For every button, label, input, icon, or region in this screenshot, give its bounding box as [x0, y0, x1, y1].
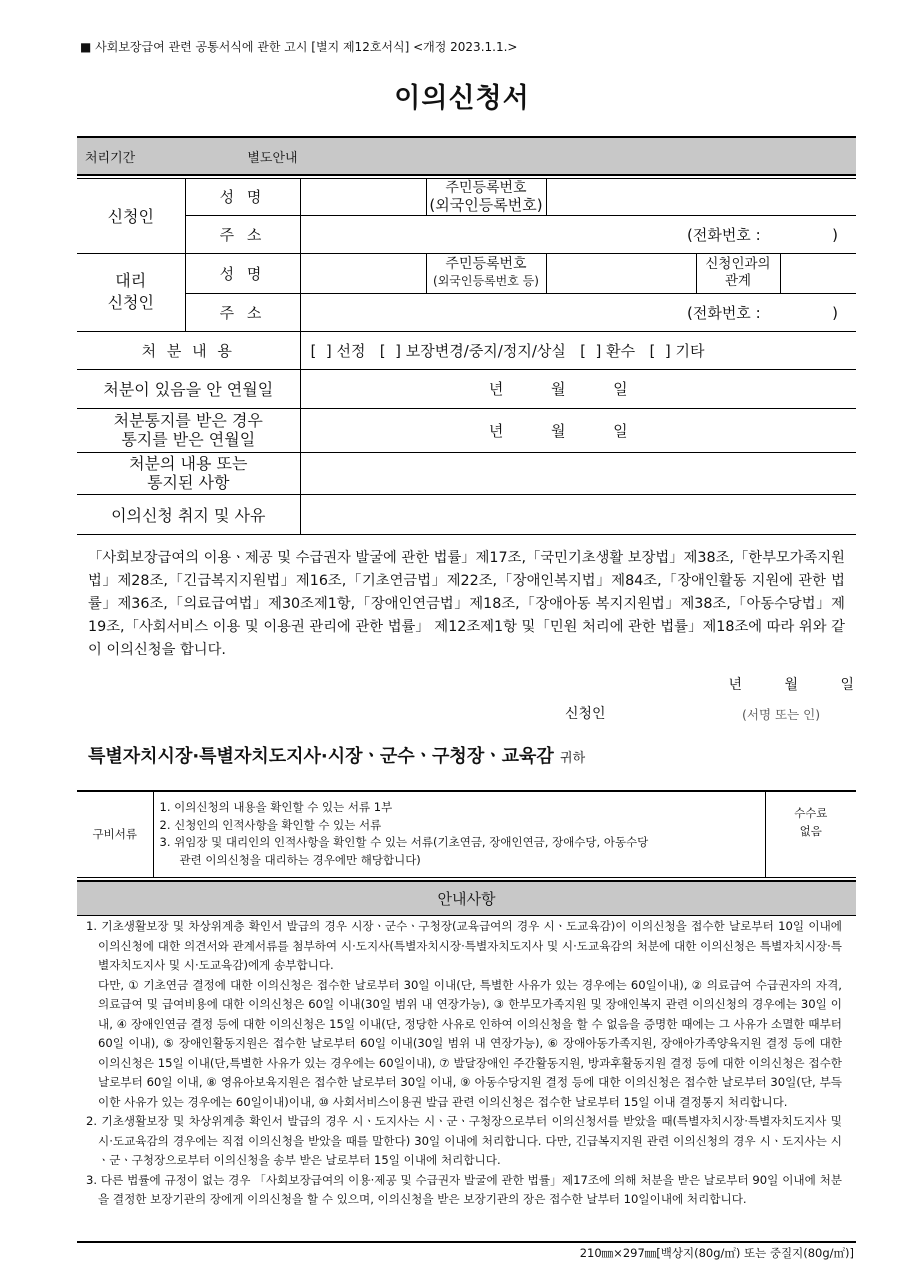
proxy-name-label: 성 명: [185, 253, 300, 293]
applicant-section-label: 신청인: [77, 178, 185, 253]
guide-bottom-rule: [77, 1241, 856, 1243]
known-date-field[interactable]: 년 월 일: [300, 369, 856, 408]
guide-paragraph-1b: 다만, ① 기초연금 결정에 대한 이의신청은 접수한 날로부터 30일 이내(단, 특별한 사유가 있는 경우에는 60일이내), ② 의료급여 수급권자의 자격, 의료급여 및 급여비용에 대한 이의신청은 60일 이내(30일 범위 내 연장가능), ③ 한부모가족지원 및 장애인복지 관련 이의신청의 경우에는 30일 이내, ④ 장애인연금 결정 등에 대한 이의신청은 15일 이내(단, 정당한 사유로 인하여 이의신청을 할 수 없음을 증명한 때에는 그 사유가 소멸한 때부터 60일 이내), ⑤ 장애인활동지원은 접수한 날로부터 60일 이내(30일 범위 내 연장가능), ⑥ 장애아동가족지원, 장애아가족양육지원 결정 등에 대한 이의신청은 15일 이내(단,특별한 사유가 있는 경우에는 60일이내), ⑦ 발달장애인 주간활동지원, 방과후활동지원 결정 등에 대한 이의신청은 접수한 날로부터 60일 이내, ⑧ 영유아보육지원은 접수한 날로부터 30일 이내, ⑨ 아동수당지원 결정 등에 대한 이의신청은 접수한 날로부터 30일(단, 부득이한 사유가 있는 경우에는 60일이내)이내, ⑩ 사회서비스이용권 발급 관련 이의신청은 접수한 날로부터 15일 이내 결정통지 처리합니다.: [98, 977, 842, 1109]
proxy-rrn-label-text: 주민등록번호: [445, 256, 527, 272]
notice-date-row: [77, 408, 856, 452]
addressee-name: 특별자치시장·특별자치도지사·시장ㆍ군수ㆍ구청장ㆍ교육감: [88, 746, 554, 767]
notice-date-label-line1: 처분통지를 받은 경우: [113, 411, 263, 430]
processing-period-value: 별도안내: [247, 150, 298, 166]
proxy-rrn-label: [426, 253, 546, 293]
content-label-line1: 처분의 내용 또는: [129, 454, 248, 473]
known-date-row: [77, 369, 856, 408]
applicant-name-field[interactable]: [300, 178, 426, 215]
submission-date-line: 년 월 일: [728, 677, 854, 693]
documents-list: [153, 791, 765, 877]
addressee: [88, 742, 585, 768]
proxy-name-field[interactable]: [300, 253, 426, 293]
proxy-relation-line2: 관계: [724, 273, 752, 289]
required-documents-table: [77, 790, 856, 878]
reason-field[interactable]: [300, 494, 856, 534]
proxy-rrn-sublabel: (외국인등록번호 등): [433, 274, 539, 288]
applicant-phone-label: (전화번호 : ): [686, 225, 838, 244]
processing-period-label: 처리기간: [85, 150, 136, 166]
proxy-address-label: 주 소: [185, 293, 300, 331]
content-row: [77, 452, 856, 494]
content-field[interactable]: [300, 452, 856, 494]
document-item: 2. 신청인의 인적사항을 확인할 수 있는 서류: [159, 817, 382, 832]
reason-row: [77, 494, 856, 534]
documents-label: 구비서류: [92, 827, 137, 842]
document-item: 1. 이의신청의 내용을 확인할 수 있는 서류 1부: [159, 800, 393, 815]
proxy-section-label: [77, 253, 185, 331]
fee-label: 수수료: [794, 806, 828, 820]
processing-period-row: [77, 137, 856, 175]
applicant-rrn-label-text: 주민등록번호: [445, 179, 527, 196]
document-item-continuation: 관련 이의신청을 대리하는 경우에만 해당합니다): [179, 852, 421, 867]
disposition-options[interactable]: [ ] 선정 [ ] 보장변경/중지/정지/상실 [ ] 환수 [ ] 기타: [300, 331, 856, 369]
addressee-suffix: 귀하: [560, 751, 586, 766]
paper-spec: 210㎜×297㎜[백상지(80g/㎡) 또는 중질지(80g/㎡)]: [579, 1246, 854, 1260]
applicant-address-row: [77, 215, 856, 253]
applicant-sign-label: 신청인: [565, 706, 606, 722]
disposition-row: [77, 331, 856, 369]
guide-title: 안내사항: [77, 880, 856, 916]
proxy-label-line2: 신청인: [107, 293, 154, 312]
fee-value: 없음: [799, 824, 822, 838]
notice-date-label-line2: 통지를 받은 연월일: [121, 430, 256, 449]
applicant-address-field[interactable]: [300, 215, 856, 253]
guide-paragraph-1: 1. 기초생활보장 및 차상위계층 확인서 발급의 경우 시장ㆍ군수ㆍ구청장(교육급여의 경우 시ㆍ도교육감)이 이의신청을 접수한 날로부터 10일 이내에 이의신청에 대한 의견서와 관계서류를 첨부하여 시·도지사(특별자치시장·특별자치도지사 및 시·도교육감의 처분에 대한 이의신청은 특별자치시장·특별자치도지사 및 시·도교육감)에게 송부합니다.: [86, 919, 842, 972]
document-item: 3. 위임장 및 대리인의 인적사항을 확인할 수 있는 서류(기초연금, 장애인연금, 장애수당, 아동수당: [159, 835, 649, 850]
proxy-rrn-field[interactable]: [546, 253, 696, 293]
notice-date-label: [77, 408, 300, 452]
applicant-name-label: 성 명: [185, 178, 300, 215]
reason-label: 이의신청 취지 및 사유: [77, 494, 300, 534]
proxy-relation-line1: 신청인과의: [705, 256, 771, 272]
proxy-relation-label: [696, 253, 780, 293]
signature-hint[interactable]: (서명 또는 인): [742, 707, 821, 722]
page-title: 이의신청서: [394, 83, 530, 114]
fee-cell: [765, 791, 856, 877]
content-label: [77, 452, 300, 494]
notice-date-field[interactable]: 년 월 일: [300, 408, 856, 452]
proxy-address-row: [77, 293, 856, 331]
applicant-name-row: [77, 178, 856, 215]
guide-text: [86, 917, 842, 1210]
proxy-relation-field[interactable]: [780, 253, 856, 293]
proxy-name-row: [77, 253, 856, 293]
application-form-table: [77, 136, 856, 535]
applicant-rrn-field[interactable]: [546, 178, 856, 215]
proxy-label-line1: 대리: [115, 271, 147, 290]
statute-text: 「사회보장급여의 이용ㆍ제공 및 수급권자 발굴에 관한 법률」제17조,「국민기초생활 보장법」제38조,「한부모가족지원법」제28조,「긴급복지지원법」제16조,「기초연금법」제22조,「장애인복지법」제84조,「장애인활동 지원에 관한 법률」제36조,「의료급여법」제30조제1항,「장애인연금법」제18조,「장애아동 복지지원법」제38조,「아동수당법」제19조,「사회서비스 이용 및 이용권 관리에 관한 법률」 제12조제1항 및「민원 처리에 관한 법률」제18조에 따라 위와 같이 이의신청을 합니다.: [88, 550, 845, 658]
proxy-address-field[interactable]: [300, 293, 856, 331]
disposition-label: 처 분 내 용: [77, 331, 300, 369]
applicant-rrn-label: [426, 178, 546, 215]
applicant-address-label: 주 소: [185, 215, 300, 253]
proxy-phone-label: (전화번호 : ): [686, 303, 838, 322]
guide-paragraph-2: 2. 기초생활보장 및 차상위계층 확인서 발급의 경우 시ㆍ도지사는 시ㆍ군ㆍ구청장으로부터 이의신청서를 받았을 때(특별자치시장·특별자치도지사 및 시·도교육감의 경우에는 직접 이의신청을 받았을 때를 말한다) 30일 이내에 처리합니다. 다만, 긴급복지지원 관련 이의신청의 경우 시ㆍ도지사는 시ㆍ군ㆍ구청장으로부터 이의신청을 송부 받은 날로부터 15일 이내에 처리합니다.: [86, 1114, 842, 1167]
applicant-rrn-sublabel: (외국인등록번호): [429, 195, 543, 214]
form-reference-note: ■ 사회보장급여 관련 공통서식에 관한 고시 [별지 제12호서식] <개정 2023.1.1.>: [80, 40, 518, 54]
guide-paragraph-3: 3. 다른 법률에 규정이 없는 경우 「사회보장급여의 이용·제공 및 수급권자 발굴에 관한 법률」제17조에 의해 처분을 받은 날로부터 90일 이내에 처분을 결정한 보장기관의 장에게 이의신청을 할 수 있으며, 이의신청을 받은 보장기관의 장은 접수한 날부터 10일이내에 처리합니다.: [86, 1172, 842, 1206]
known-date-label: 처분이 있음을 안 연월일: [77, 369, 300, 408]
content-label-line2: 통지된 사항: [147, 473, 230, 492]
